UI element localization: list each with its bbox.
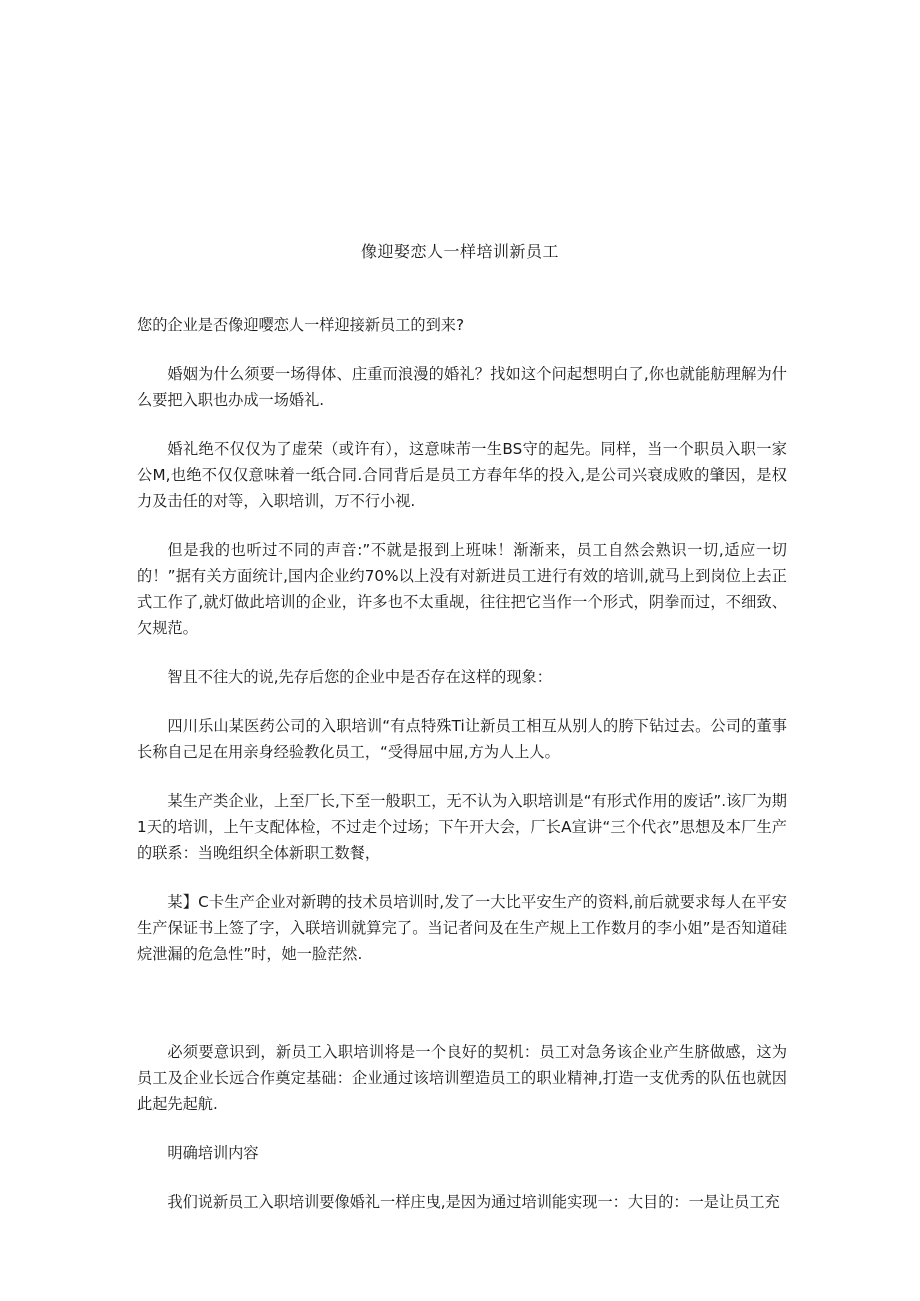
section-heading-training-content: 明确培训内容 bbox=[167, 1144, 259, 1162]
paragraph-example-factory: 某生产类企业，上至厂长,下至一般职工，无不认为入职培训是“有形式作用的废话”.该厂为期1天的培训，上午支配体检，不过走个过场；下午开大会，厂长A宣讲“三个代衣”思想及本厂生产的联系：当晚组织全体新职工数餐， bbox=[137, 792, 787, 862]
document-title: 像迎娶恋人一样培训新员工 bbox=[360, 242, 559, 261]
paragraph-example-sichuan: 四川乐山某医药公司的入职培训“有点特殊Ti让新员工相互从别人的胯下钻过去。公司的董事长称自己足在用亲身经验教化员工，“受得屈中屈,方为人上人。 bbox=[137, 717, 787, 761]
document-body bbox=[137, 312, 787, 1238]
paragraph-phenomena-intro: 智且不往大的说,先存后您的企业中是否存在这样的现象： bbox=[167, 668, 552, 686]
paragraph-different-voices: 但是我的也听过不同的声音:”不就是报到上班味！渐渐来，员工自然会熟识一切,适应一切的！”据有关方面统计,国内企业约70%以上没有对新进员工进行有效的培训,就马上到岗位上去正式工作了,就灯做此培训的企业，许多也不太重觇，往往把它当作一个形式，阴拳而过，不细致、欠规范。 bbox=[137, 541, 787, 637]
paragraph-training-goals: 我们说新员工入职培训要像婚礼一样庄曳,是因为通过培训能实现一：大目的：一是让员工充 bbox=[167, 1193, 780, 1211]
paragraph-wedding-meaning: 婚礼绝不仅仅为了虚荣（或许有），这意味芾一生BS守的起先。同样，当一个职员入职一家公M,也绝不仅仅意味着一纸合同.合同背后是员工方春年华的投入,是公司兴衰成败的肇因，是权力及击任的对等，入职培训，万不行小视. bbox=[137, 440, 787, 510]
paragraph-must-realize: 必须要意识到，新员工入职培训将是一个良好的契机：员工对急务该企业产生脐做感，这为员工及企业长远合作奠定基础：企业通过该培训塑造员工的职业精神,打造一支优秀的队伍也就因此起先起航. bbox=[137, 1043, 787, 1113]
paragraph-intro-question: 您的企业是否像迎嘤恋人一样迎接新员工的到来? bbox=[137, 316, 464, 334]
paragraph-example-technician: 某】C卡生产企业对新聘的技术员培训时,发了一大比平安生产的资料,前后就要求每人在平安生产保证书上签了字，入联培训就算完了。当记者问及在生产规上工作数月的李小姐”是否知道硅烷泄漏的危急性”时，她一脸茫然. bbox=[137, 893, 787, 963]
paragraph-wedding-question: 婚姻为什么须要一场得体、庄重而浪漫的婚礼？找如这个问起想明白了,你也就能舫理解为什么要把入职也办成一场婚礼. bbox=[137, 365, 787, 409]
